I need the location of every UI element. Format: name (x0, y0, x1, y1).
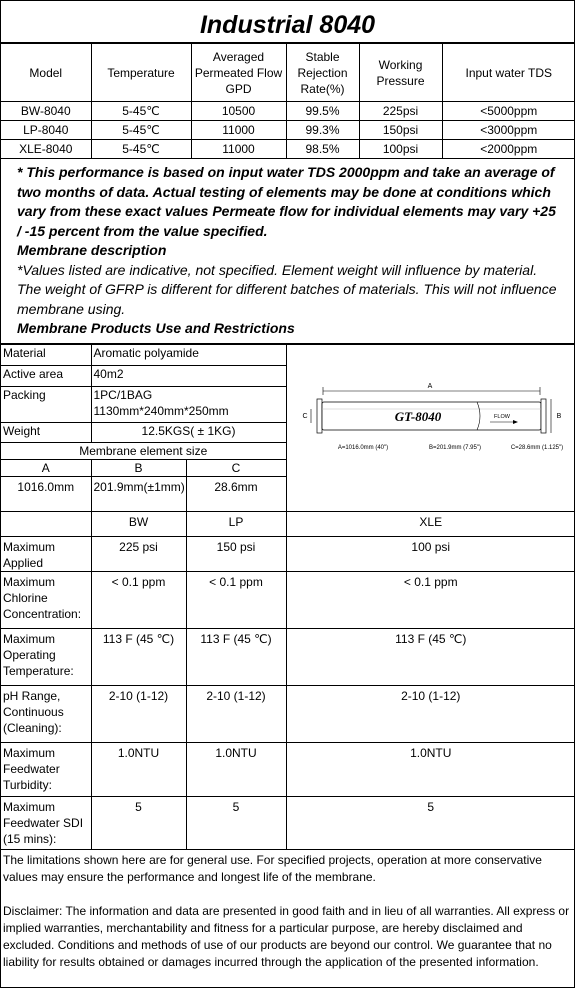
header-model: Model (1, 44, 91, 102)
table-row (1, 102, 575, 121)
limits-label: Maximum Applied (1, 537, 91, 572)
limits-label: Maximum Operating Temperature: (1, 629, 91, 686)
header-flow: Averaged Permeated Flow GPD (191, 44, 286, 102)
header-tds: Input water TDS (442, 44, 575, 102)
area-value: 40m2 (91, 366, 286, 387)
limits-bw: 5 (91, 797, 186, 850)
material-value: Aromatic polyamide (91, 345, 286, 366)
flow-label: FLOW (493, 414, 510, 420)
membrane-description-heading: Membrane description (17, 242, 167, 258)
limits-xle: 100 psi (286, 537, 575, 572)
limits-row (1, 629, 575, 686)
limits-xle: 2-10 (1-12) (286, 686, 575, 743)
dimension-c-letter: C (301, 413, 308, 420)
rejection-cell: 99.3% (286, 121, 359, 140)
limits-row (1, 686, 575, 743)
weight-label: Weight (1, 423, 91, 443)
model-cell: LP-8040 (1, 121, 91, 140)
limits-xle: 1.0NTU (286, 743, 575, 797)
limits-header-row (1, 512, 575, 537)
dimension-b-letter: B (556, 413, 561, 420)
limits-label: Maximum Chlorine Concentration: (1, 572, 91, 629)
size-val-c: 28.6mm (186, 477, 286, 512)
limits-xle: < 0.1 ppm (286, 572, 575, 629)
footer-section (1, 850, 574, 971)
membrane-description-text: *Values listed are indicative, not specified. Element weight will influence by material. The weight of GFRP is different for different batches of materials. This will not influence membrane using. (17, 261, 557, 317)
performance-note: * This performance is based on input water TDS 2000ppm and take an average of two months of data. Actual testing of elements may be done at conditions which vary from these exact values Permeate flow for individual elements may vary +25 / -15 percent from the value specified. (17, 164, 556, 239)
size-heading: Membrane element size (1, 443, 286, 460)
pressure-cell: 225psi (359, 102, 442, 121)
limits-lp: 5 (186, 797, 286, 850)
weight-value: 12.5KGS( ± 1KG) (91, 423, 286, 443)
temperature-cell: 5-45℃ (91, 140, 191, 159)
end-cap-left (317, 399, 322, 433)
disclaimer-text: Disclaimer: The information and data are presented in good faith and in lieu of all warranties. All express or implied warranties, merchantability and fitness for a particular purpose, are hereby disclaimed and excluded. Conditions and methods of use of our products are beyond our control. We guarantee that no liability for results obtained or damages incurred through the application of the presented information. (3, 904, 570, 969)
flow-cell: 10500 (191, 102, 286, 121)
material-label: Material (1, 345, 91, 366)
limits-bw: 2-10 (1-12) (91, 686, 186, 743)
limits-lp: < 0.1 ppm (186, 572, 286, 629)
limits-label: pH Range, Continuous (Cleaning): (1, 686, 91, 743)
limits-lp: 150 psi (186, 537, 286, 572)
size-val-b: 201.9mm(±1mm) (91, 477, 186, 512)
limits-label: Maximum Feedwater Turbidity: (1, 743, 91, 797)
limits-row (1, 797, 575, 850)
dimension-a-text: A=1016.0mm (40") (337, 445, 388, 451)
end-cap-right (541, 399, 546, 433)
size-col-a: A (1, 460, 91, 477)
limits-col-lp: LP (186, 512, 286, 537)
area-label: Active area (1, 366, 91, 387)
dimension-a-letter: A (427, 383, 432, 390)
tds-cell: <2000ppm (442, 140, 575, 159)
dimension-b-text: B=201.9mm (7.95") (428, 445, 481, 451)
notes-section (1, 159, 574, 344)
limits-xle: 113 F (45 ℃) (286, 629, 575, 686)
performance-table (1, 43, 575, 159)
pressure-cell: 150psi (359, 121, 442, 140)
limits-header-blank (1, 512, 91, 537)
limits-bw: < 0.1 ppm (91, 572, 186, 629)
rejection-cell: 99.5% (286, 102, 359, 121)
limitations-text: The limitations shown here are for general use. For specified projects, operation at more conservative values may ensure the performance and longest life of the membrane. (3, 853, 542, 884)
spec-table (1, 344, 575, 850)
header-rejection: Stable Rejection Rate(%) (286, 44, 359, 102)
limits-bw: 225 psi (91, 537, 186, 572)
temperature-cell: 5-45℃ (91, 121, 191, 140)
limits-bw: 113 F (45 ℃) (91, 629, 186, 686)
size-val-a: 1016.0mm (1, 477, 91, 512)
limits-label: Maximum Feedwater SDI (15 mins): (1, 797, 91, 850)
page-title: Industrial 8040 (1, 1, 574, 43)
rejection-cell: 98.5% (286, 140, 359, 159)
tds-cell: <5000ppm (442, 102, 575, 121)
tds-cell: <3000ppm (442, 121, 575, 140)
flow-cell: 11000 (191, 140, 286, 159)
performance-header-row (1, 44, 575, 102)
size-col-c: C (186, 460, 286, 477)
products-heading: Membrane Products Use and Restrictions (17, 320, 295, 336)
packing-value: 1PC/1BAG 1130mm*240mm*250mm (91, 387, 286, 423)
membrane-diagram-cell (286, 345, 575, 512)
limits-lp: 2-10 (1-12) (186, 686, 286, 743)
temperature-cell: 5-45℃ (91, 102, 191, 121)
model-cell: BW-8040 (1, 102, 91, 121)
limits-col-bw: BW (91, 512, 186, 537)
header-pressure: Working Pressure (359, 44, 442, 102)
limits-lp: 1.0NTU (186, 743, 286, 797)
table-row (1, 121, 575, 140)
limits-col-xle: XLE (286, 512, 575, 537)
limits-lp: 113 F (45 ℃) (186, 629, 286, 686)
limits-xle: 5 (286, 797, 575, 850)
limits-bw: 1.0NTU (91, 743, 186, 797)
membrane-diagram (287, 346, 576, 506)
size-col-b: B (91, 460, 186, 477)
limits-row (1, 572, 575, 629)
spec-row-material (1, 345, 575, 366)
flow-cell: 11000 (191, 121, 286, 140)
dimension-c-text: C=28.6mm (1.125") (510, 445, 563, 451)
table-row (1, 140, 575, 159)
pressure-cell: 100psi (359, 140, 442, 159)
limits-row (1, 537, 575, 572)
packing-label: Packing (1, 387, 91, 423)
header-temperature: Temperature (91, 44, 191, 102)
gt-logo: GT-8040 (394, 409, 441, 424)
model-cell: XLE-8040 (1, 140, 91, 159)
limits-row (1, 743, 575, 797)
